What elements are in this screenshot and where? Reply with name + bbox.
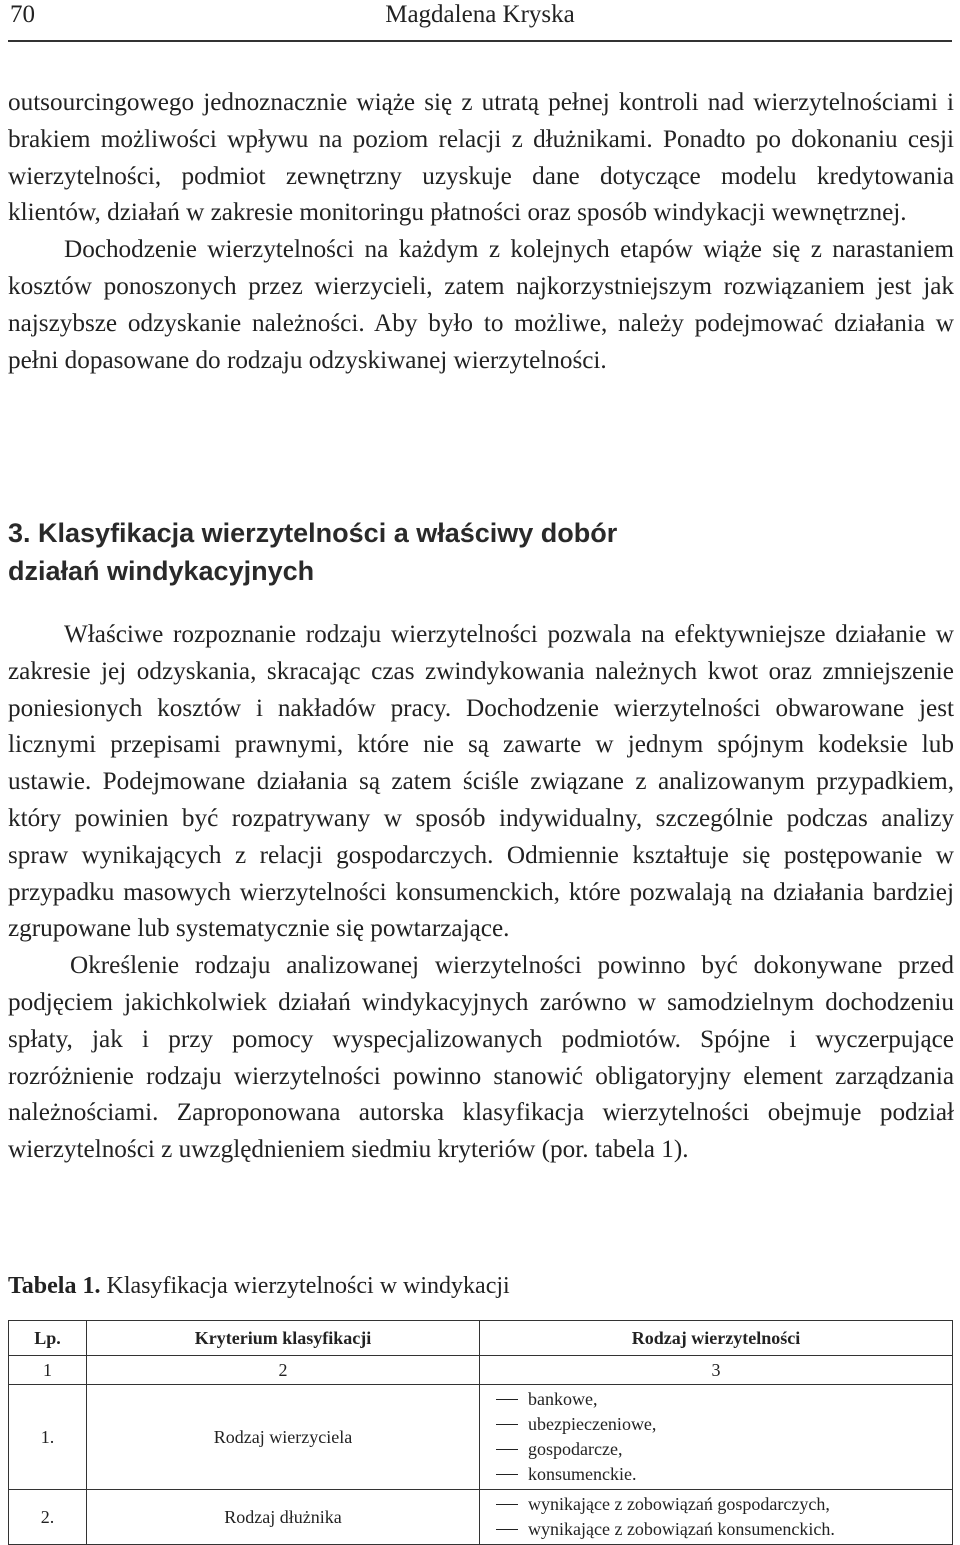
row-types (480, 1490, 953, 1545)
header-type: Rodzaj wierzytelności (480, 1321, 953, 1356)
list-item: bankowe, (494, 1387, 946, 1412)
paragraph-continued: outsourcingowego jednoznacznie wiąże się z utratą pełnej kontroli nad wierzytelnościami i brakiem możliwości wpływu na poziom relacji z dłużnikami. Ponadto po dokonaniu cesji wierzytelności, podmiot zewnętrzny uzyskuje dane dotyczące modelu kredytowania klientów, działań w zakresie monitoringu płatności oraz sposób windykacji wewnętrznej. (8, 89, 954, 227)
list-item: wynikające z zobowiązań gospodarczych, (494, 1492, 946, 1517)
row-criterion: Rodzaj wierzyciela (87, 1385, 480, 1490)
row-types (480, 1385, 953, 1490)
section-heading (8, 514, 908, 590)
row-lp: 1. (9, 1385, 87, 1490)
section-heading-line-2: działań windykacyjnych (8, 556, 315, 586)
body-text-block-2 (8, 617, 954, 1169)
types-list (494, 1385, 946, 1489)
header-criterion: Kryterium klasyfikacji (87, 1321, 480, 1356)
types-list (494, 1490, 946, 1544)
paragraph-wlasciwe: Właściwe rozpoznanie rodzaju wierzytelności pozwala na efektywniejsze działanie w zakresie jej odzyskania, skracając czas zwindykowania należnych kwot oraz zmniejszenie poniesionych kosztów i nakładów pracy. Dochodzenie wierzytelności obwarowane jest licznymi przepisami prawnymi, które nie są zawarte w jednym spójnym kodeksie lub ustawie. Podejmowane działania są zatem ściśle związane z analizowanym przypadkiem, który powinien być rozpatrywany w sposób indywidualny, szczególnie podczas analizy spraw wynikających z relacji gospodarczych. Odmiennie kształtuje się postępowanie w przypadku masowych wierzytelności konsumenckich, które pozwalają na działania bardziej zgrupowane lub systematycznie się powtarzające. (8, 621, 954, 943)
column-number-3: 3 (480, 1356, 953, 1385)
table-caption-label: Tabela 1. (8, 1273, 101, 1299)
list-item: konsumenckie. (494, 1462, 946, 1487)
table-header-row (9, 1321, 953, 1356)
header-rule (8, 40, 952, 42)
table-caption-text: Klasyfikacja wierzytelności w windykacji (100, 1273, 510, 1299)
column-number-2: 2 (87, 1356, 480, 1385)
running-head-author: Magdalena Kryska (385, 1, 575, 28)
row-criterion: Rodzaj dłużnika (87, 1490, 480, 1545)
list-item: wynikające z zobowiązań konsumenckich. (494, 1517, 946, 1542)
page-number: 70 (10, 1, 35, 28)
header-lp: Lp. (9, 1321, 87, 1356)
paragraph-okreslenie: Określenie rodzaju analizowanej wierzytelności powinno być dokonywane przed podjęciem jakichkolwiek działań windykacyjnych zarówno w samodzielnym dochodzeniu spłaty, jak i przy pomocy wyspecjalizowanych podmiotów. Spójne i wyczerpujące rozróżnienie rodzaju wierzytelności powinno stanowić obligatoryjny element zarządzania należnościami. Zaproponowana autorska klasyfikacja wierzytelności obejmuje podział wierzytelności z uwzględnieniem siedmiu kryteriów (por. tabela 1). (8, 952, 954, 1164)
classification-table (8, 1320, 953, 1545)
body-text-block-1 (8, 85, 954, 379)
table-row (9, 1490, 953, 1545)
table-row (9, 1385, 953, 1490)
paragraph-dochodzenie: Dochodzenie wierzytelności na każdym z kolejnych etapów wiąże się z narastaniem kosztów ponoszonych przez wierzycieli, zatem najkorzystniejszym rozwiązaniem jest jak najszybsze odzyskanie należności. Aby było to możliwe, należy podejmować działania w pełni dopasowane do rodzaju odzyskiwanej wierzytelności. (8, 236, 954, 374)
section-heading-line-1: 3. Klasyfikacja wierzytelności a właściwy dobór (8, 518, 618, 548)
column-number-1: 1 (9, 1356, 87, 1385)
row-lp: 2. (9, 1490, 87, 1545)
list-item: gospodarcze, (494, 1437, 946, 1462)
table-column-number-row (9, 1356, 953, 1385)
list-item: ubezpieczeniowe, (494, 1412, 946, 1437)
page-header (8, 0, 952, 36)
table-caption (8, 1270, 510, 1302)
